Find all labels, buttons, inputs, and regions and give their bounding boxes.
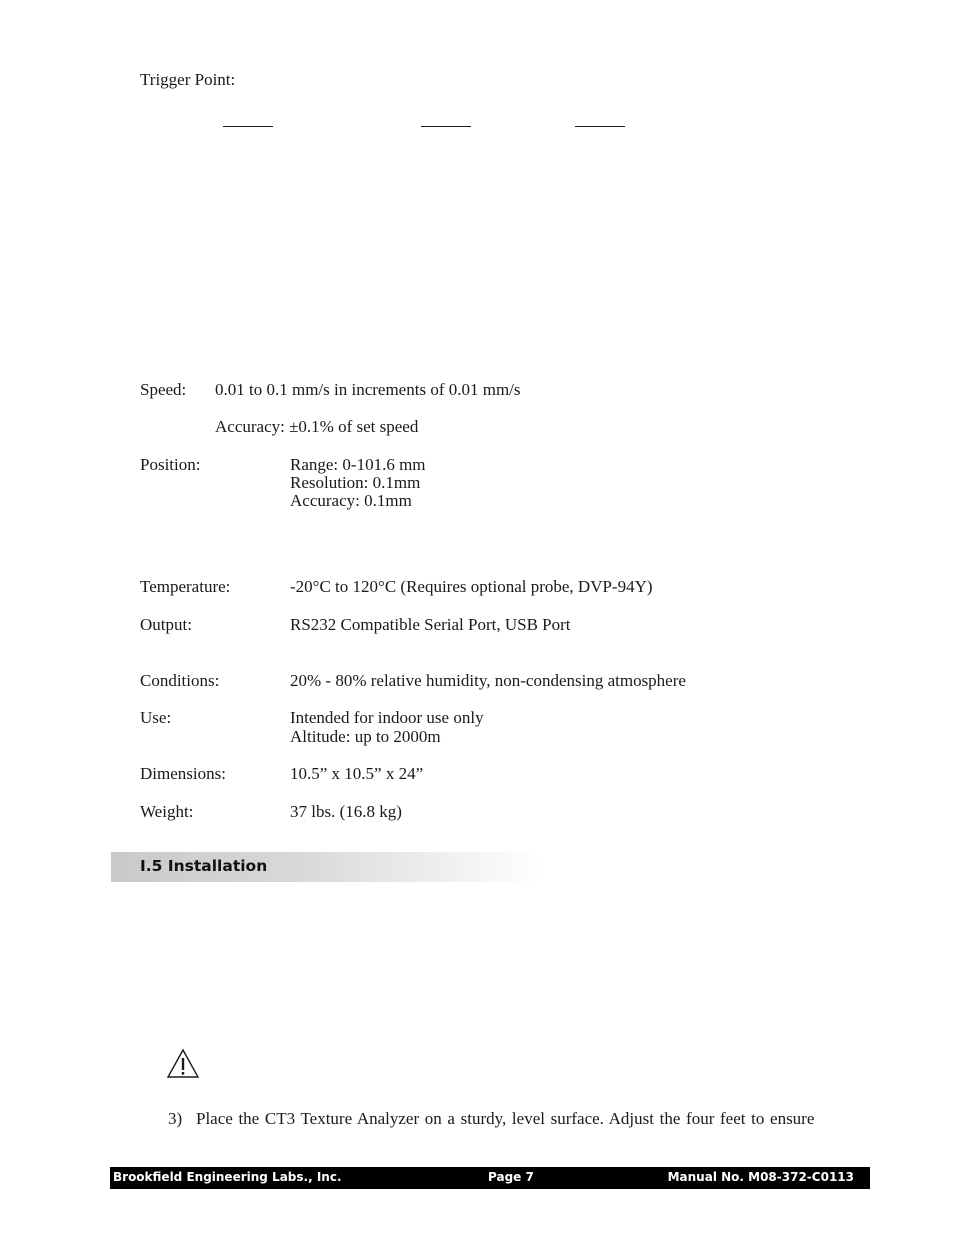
conditions-value: 20% - 80% relative humidity, non-condensing atmosphere [290,671,686,690]
position-accuracy: Accuracy: 0.1mm [290,491,412,510]
speed-label: Speed: [140,380,187,399]
trigger-point-label: Trigger Point: [140,70,236,89]
section-title: I.5 Installation [140,857,268,875]
output-value: RS232 Compatible Serial Port, USB Port [290,615,571,634]
temperature-label: Temperature: [140,577,231,596]
step-3-text: Place the CT3 Texture Analyzer on a sturdy, level surface. Adjust the four feet to ensure [196,1109,815,1128]
step-3-number: 3) [168,1109,183,1128]
footer-company: Brookfield Engineering Labs., Inc. [113,1170,342,1184]
weight-label: Weight: [140,802,194,821]
use-value-altitude: Altitude: up to 2000m [290,727,441,746]
position-resolution: Resolution: 0.1mm [290,473,421,492]
footer-manual: Manual No. M08-372-C0113 [667,1170,854,1184]
dimensions-label: Dimensions: [140,764,226,783]
warning-icon [166,1048,200,1080]
position-range: Range: 0-101.6 mm [290,455,426,474]
speed-accuracy: Accuracy: ±0.1% of set speed [215,417,419,436]
blank-line-2 [421,126,471,127]
position-label: Position: [140,455,201,474]
conditions-label: Conditions: [140,671,220,690]
use-label: Use: [140,708,172,727]
blank-line-1 [223,126,273,127]
use-value-indoor: Intended for indoor use only [290,708,484,727]
weight-value: 37 lbs. (16.8 kg) [290,802,402,821]
footer-page: Page 7 [488,1170,534,1184]
blank-line-3 [575,126,625,127]
temperature-value: -20°C to 120°C (Requires optional probe, DVP-94Y) [290,577,653,596]
footer-bar [110,1167,870,1189]
output-label: Output: [140,615,192,634]
speed-value: 0.01 to 0.1 mm/s in increments of 0.01 mm/s [215,380,521,399]
dimensions-value: 10.5” x 10.5” x 24” [290,764,424,783]
